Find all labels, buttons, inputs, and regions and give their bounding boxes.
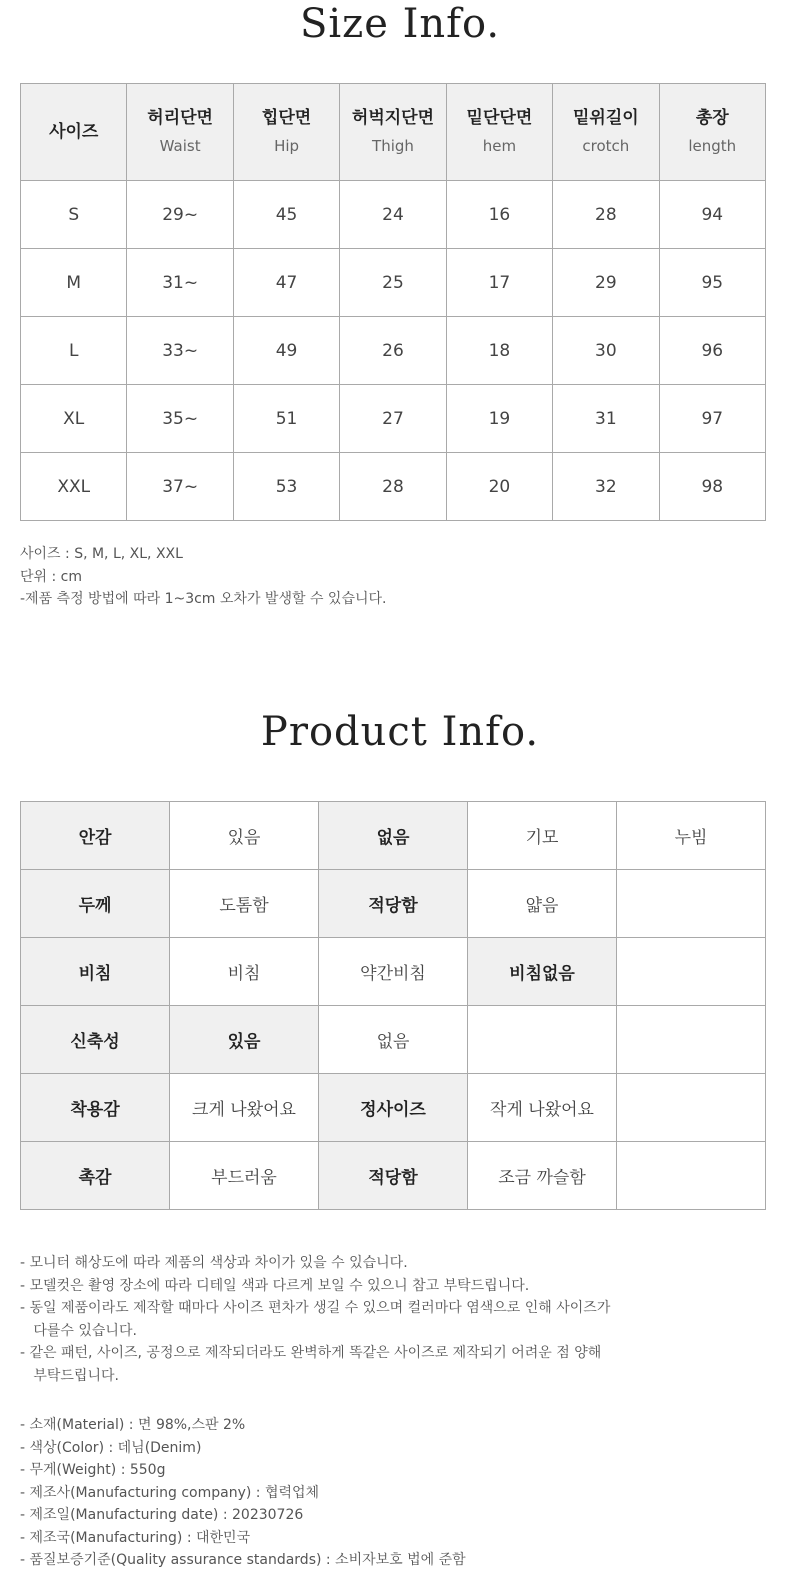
- product-info-title: Product Info.: [260, 709, 540, 755]
- size-value-cell: 29: [553, 249, 659, 317]
- size-header-en: Waist: [159, 137, 201, 155]
- size-value-cell: 97: [659, 385, 765, 453]
- size-value-cell: 19: [446, 385, 552, 453]
- product-table-body: [21, 802, 766, 1210]
- size-value-cell: 27: [340, 385, 446, 453]
- product-option: [617, 1006, 766, 1074]
- size-value-cell: 24: [340, 181, 446, 249]
- product-option: [617, 938, 766, 1006]
- size-label-cell: L: [21, 317, 127, 385]
- size-value-cell: 25: [340, 249, 446, 317]
- spec-list: [20, 1414, 466, 1572]
- size-note-line: 단위 : cm: [20, 568, 83, 585]
- spec-line: - 제조일(Manufacturing date) : 20230726: [20, 1507, 304, 1523]
- product-attribute-label: 비침: [21, 938, 170, 1006]
- size-value-cell: 29~: [127, 181, 233, 249]
- product-option-selected: 정사이즈: [319, 1074, 468, 1142]
- size-label-cell: M: [21, 249, 127, 317]
- size-value-cell: 37~: [127, 453, 233, 521]
- product-attribute-label: 안감: [21, 802, 170, 870]
- size-header-ko: 힙단면: [261, 108, 312, 128]
- spec-line: - 제조사(Manufacturing company) : 협력업체: [20, 1484, 320, 1501]
- size-value-cell: 49: [233, 317, 339, 385]
- disclaimer-line: 부탁드립니다.: [20, 1367, 119, 1384]
- size-value-cell: 33~: [127, 317, 233, 385]
- disclaimer-line: - 모델컷은 촬영 장소에 따라 디테일 색과 다르게 보일 수 있으니 참고 부탁드립니다.: [20, 1277, 530, 1294]
- product-option: 있음: [170, 802, 319, 870]
- product-row: [21, 870, 766, 938]
- spec-line: - 제조국(Manufacturing) : 대한민국: [20, 1529, 251, 1546]
- product-attribute-label: 착용감: [21, 1074, 170, 1142]
- size-value-cell: 18: [446, 317, 552, 385]
- disclaimer-line: - 모니터 해상도에 따라 제품의 색상과 차이가 있을 수 있습니다.: [20, 1255, 408, 1271]
- size-row: [21, 249, 766, 317]
- size-value-cell: 16: [446, 181, 552, 249]
- disclaimer-line: 다를수 있습니다.: [20, 1322, 137, 1339]
- size-value-cell: 51: [233, 385, 339, 453]
- size-table: [20, 83, 766, 521]
- disclaimer-line: - 같은 패턴, 사이즈, 공정으로 제작되더라도 완벽하게 똑같은 사이즈로 제작되기 어려운 점 양해: [20, 1345, 602, 1361]
- size-note-line: 사이즈 : S, M, L, XL, XXL: [20, 546, 183, 562]
- product-option: 없음: [319, 1006, 468, 1074]
- size-header-ko: 밑단단면: [466, 108, 533, 128]
- size-note-line: -제품 측정 방법에 따라 1~3cm 오차가 발생할 수 있습니다.: [20, 591, 387, 607]
- size-value-cell: 35~: [127, 385, 233, 453]
- size-value-cell: 47: [233, 249, 339, 317]
- size-value-cell: 31~: [127, 249, 233, 317]
- disclaimer-line: - 동일 제품이라도 제작할 때마다 사이즈 편차가 생길 수 있으며 컬러마다 염색으로 인해 사이즈가: [20, 1300, 611, 1316]
- product-option: 누빔: [617, 802, 766, 870]
- product-option: 부드러움: [170, 1142, 319, 1210]
- product-option: [617, 1142, 766, 1210]
- size-header-cell: [659, 84, 765, 181]
- product-row: [21, 1074, 766, 1142]
- size-value-cell: 28: [340, 453, 446, 521]
- size-header-cell: [21, 84, 127, 181]
- size-value-cell: 94: [659, 181, 765, 249]
- size-value-cell: 17: [446, 249, 552, 317]
- product-attribute-label: 촉감: [21, 1142, 170, 1210]
- size-label-cell: XL: [21, 385, 127, 453]
- size-row: [21, 453, 766, 521]
- product-option-selected: 없음: [319, 802, 468, 870]
- product-option: 작게 나왔어요: [468, 1074, 617, 1142]
- size-value-cell: 96: [659, 317, 765, 385]
- product-option: [468, 1006, 617, 1074]
- size-label-cell: S: [21, 181, 127, 249]
- product-option: 기모: [468, 802, 617, 870]
- size-header-cell: [446, 84, 552, 181]
- spec-line: - 무게(Weight) : 550g: [20, 1462, 166, 1478]
- product-option-selected: 적당함: [319, 870, 468, 938]
- size-table-body: [21, 84, 766, 521]
- size-header-row: [21, 84, 766, 181]
- size-value-cell: 95: [659, 249, 765, 317]
- spec-line: - 소재(Material) : 면 98%,스판 2%: [20, 1417, 246, 1433]
- size-header-ko: 허벅지단면: [351, 108, 435, 128]
- size-header-en: Hip: [274, 137, 300, 155]
- size-header-en: crotch: [582, 137, 630, 155]
- size-value-cell: 31: [553, 385, 659, 453]
- size-header-ko: 사이즈: [49, 122, 99, 142]
- product-attribute-label: 두께: [21, 870, 170, 938]
- size-value-cell: 20: [446, 453, 552, 521]
- size-row: [21, 317, 766, 385]
- product-option: 크게 나왔어요: [170, 1074, 319, 1142]
- size-header-cell: [553, 84, 659, 181]
- spec-line: - 품질보증기준(Quality assurance standards) : 소비자보호 법에 준함: [20, 1552, 466, 1568]
- size-notes: [20, 543, 386, 611]
- size-value-cell: 45: [233, 181, 339, 249]
- size-value-cell: 30: [553, 317, 659, 385]
- size-value-cell: 98: [659, 453, 765, 521]
- size-label-cell: XXL: [21, 453, 127, 521]
- product-row: [21, 1006, 766, 1074]
- size-header-ko: 허리단면: [147, 108, 213, 128]
- size-value-cell: 53: [233, 453, 339, 521]
- size-header-cell: [340, 84, 446, 181]
- size-header-en: length: [688, 137, 737, 155]
- product-option: 비침: [170, 938, 319, 1006]
- size-value-cell: 28: [553, 181, 659, 249]
- product-option: 약간비침: [319, 938, 468, 1006]
- size-row: [21, 385, 766, 453]
- product-option-selected: 비침없음: [468, 938, 617, 1006]
- spec-line: - 색상(Color) : 데님(Denim): [20, 1439, 202, 1456]
- product-row: [21, 938, 766, 1006]
- size-header-cell: [233, 84, 339, 181]
- size-header-ko: 총장: [695, 108, 729, 128]
- product-option-selected: 있음: [170, 1006, 319, 1074]
- product-attribute-label: 신축성: [21, 1006, 170, 1074]
- product-option: 조금 까슬함: [468, 1142, 617, 1210]
- product-option: [617, 870, 766, 938]
- product-option: 얇음: [468, 870, 617, 938]
- product-row: [21, 1142, 766, 1210]
- size-value-cell: 26: [340, 317, 446, 385]
- product-table: [20, 801, 766, 1210]
- size-header-cell: [127, 84, 233, 181]
- size-row: [21, 181, 766, 249]
- product-row: [21, 802, 766, 870]
- product-option-selected: 적당함: [319, 1142, 468, 1210]
- size-header-en: Thigh: [372, 137, 414, 155]
- disclaimer-notes: [20, 1252, 610, 1387]
- product-option: 도톰함: [170, 870, 319, 938]
- size-info-title: Size Info.: [299, 1, 501, 47]
- size-value-cell: 32: [553, 453, 659, 521]
- size-header-en: hem: [482, 137, 517, 155]
- product-option: [617, 1074, 766, 1142]
- size-header-ko: 밑위길이: [572, 108, 639, 128]
